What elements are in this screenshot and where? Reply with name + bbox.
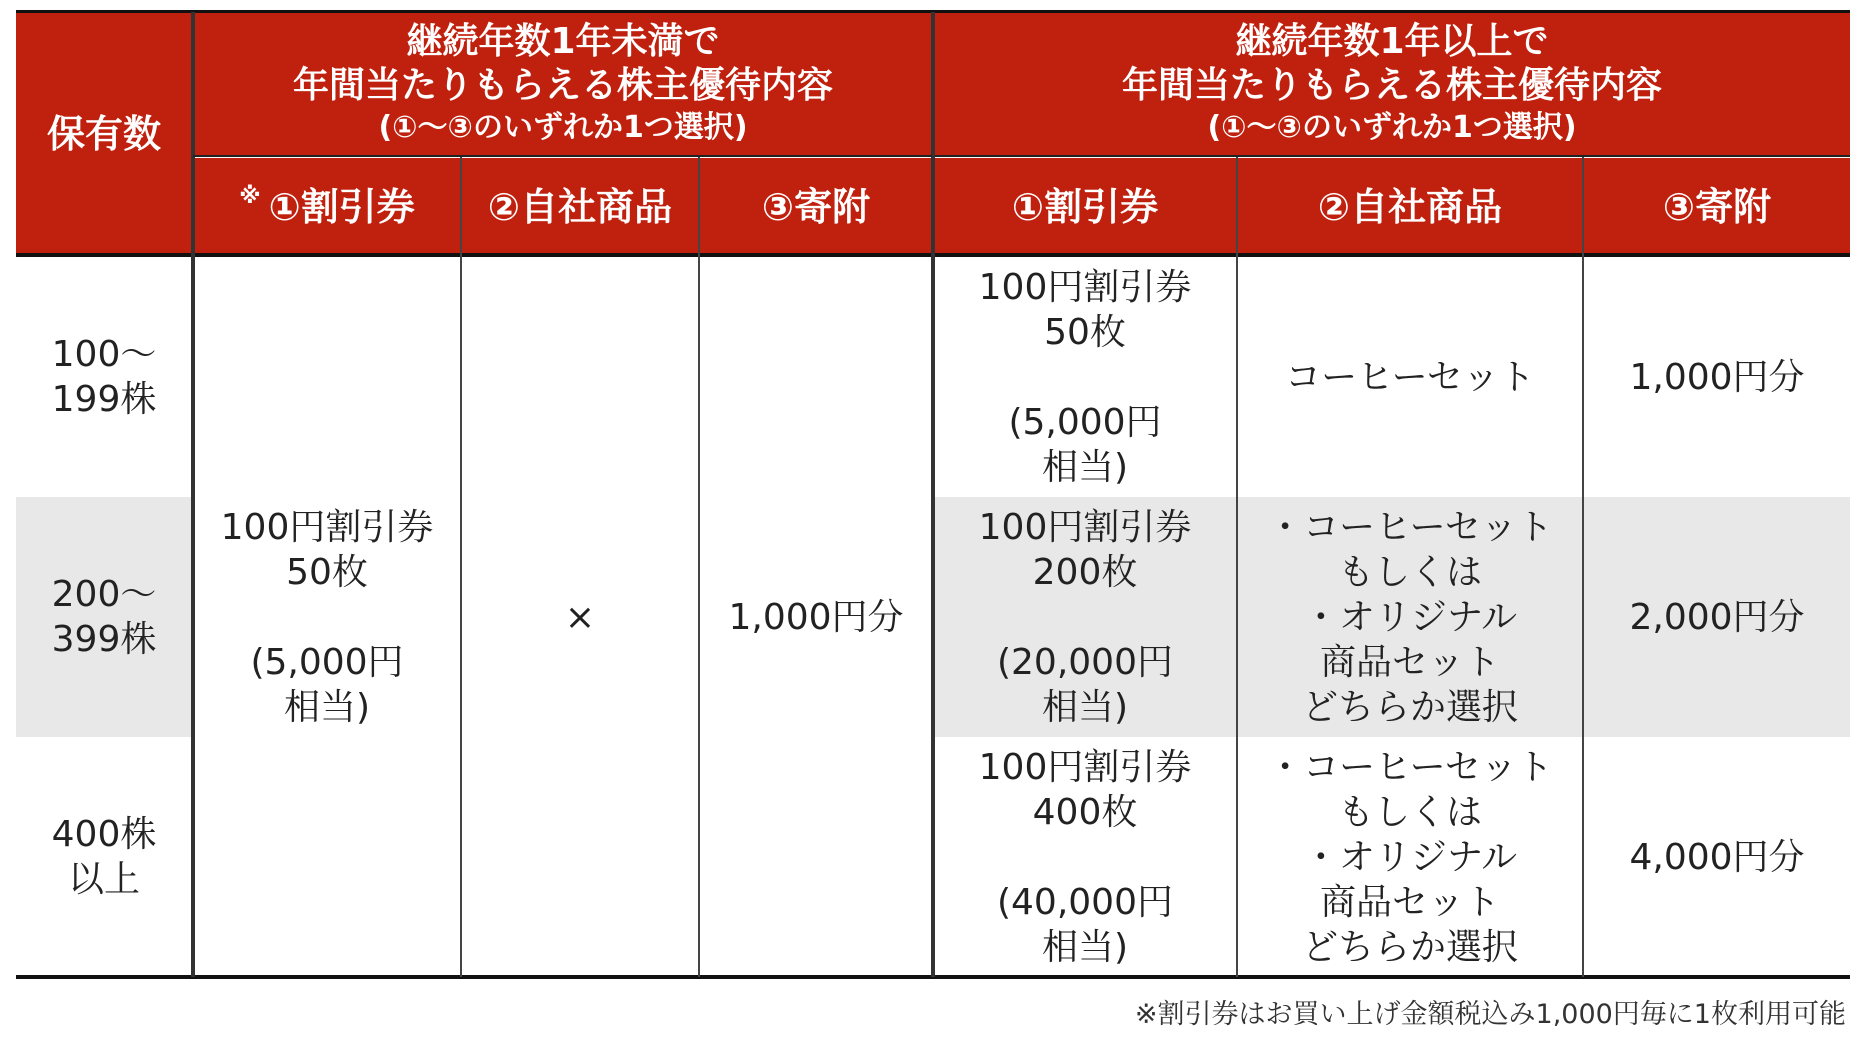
- over-product-row-3: ・コーヒーセット もしくは ・オリジナル 商品セット どちらか選択: [1267, 746, 1553, 968]
- over-donation-row-2: 2,000円分: [1629, 596, 1805, 638]
- header-over-line2: 年間当たりもらえる株主優待内容: [1121, 64, 1662, 106]
- header-over-product-label: ②自社商品: [1317, 184, 1503, 229]
- over-donation-row-3: 4,000円分: [1629, 836, 1805, 878]
- header-under-line3: (①〜③のいずれか1つ選択): [378, 109, 748, 145]
- over-discount-row-3: 100円割引券 400枚 (40,000円 相当): [978, 746, 1192, 968]
- holdings-row-1: 100〜 199株: [51, 334, 157, 420]
- header-over-donation-label: ③寄附: [1662, 184, 1772, 229]
- header-under-discount: [194, 158, 460, 255]
- header-under-product: [462, 158, 698, 255]
- header-group-under-1yr: [194, 12, 932, 155]
- header-over-discount-label: ①割引券: [1011, 184, 1159, 229]
- col-divider-1: [460, 157, 462, 977]
- col-divider-4: [1236, 157, 1238, 977]
- col-divider-2: [698, 157, 700, 977]
- col-divider-5: [1582, 157, 1584, 977]
- over-donation-row-1: 1,000円分: [1629, 356, 1805, 398]
- header-under-discount-label: ①割引券: [268, 184, 415, 229]
- under-donation-cell: 1,000円分: [728, 596, 904, 638]
- header-over-donation: [1584, 158, 1850, 255]
- note-mark: ※: [239, 184, 261, 209]
- over-discount-row-2: 100円割引券 200枚 (20,000円 相当): [978, 506, 1192, 728]
- header-under-donation-label: ③寄附: [761, 184, 871, 229]
- header-inner-divider-under: [193, 155, 932, 157]
- header-inner-divider-over: [935, 155, 1850, 157]
- under-discount-cell: 100円割引券 50枚 (5,000円 相当): [220, 506, 434, 728]
- header-under-product-label: ②自社商品: [487, 184, 673, 229]
- header-over-line3: (①〜③のいずれか1つ選択): [1207, 109, 1577, 145]
- header-over-line1: 継続年数1年以上で: [1235, 20, 1549, 62]
- over-product-row-2: ・コーヒーセット もしくは ・オリジナル 商品セット どちらか選択: [1267, 506, 1553, 728]
- footnote: ※割引券はお買い上げ金額税込み1,000円毎に1枚利用可能: [1134, 999, 1846, 1030]
- header-over-discount: [934, 158, 1236, 255]
- over-discount-row-1: 100円割引券 50枚 (5,000円 相当): [978, 266, 1192, 488]
- under-product-cell: ×: [564, 596, 596, 638]
- over-product-row-1: コーヒーセット: [1285, 356, 1535, 398]
- header-over-product: [1238, 158, 1582, 255]
- header-under-donation: [700, 158, 932, 255]
- holdings-row-2: 200〜 399株: [51, 574, 157, 660]
- header-group-over-1yr: [934, 12, 1850, 155]
- header-holdings-label: 保有数: [46, 111, 161, 156]
- holdings-row-3: 400株 以上: [51, 814, 157, 900]
- header-under-line1: 継続年数1年未満で: [406, 20, 720, 62]
- header-holdings: [16, 12, 192, 255]
- header-under-line2: 年間当たりもらえる株主優待内容: [292, 64, 833, 106]
